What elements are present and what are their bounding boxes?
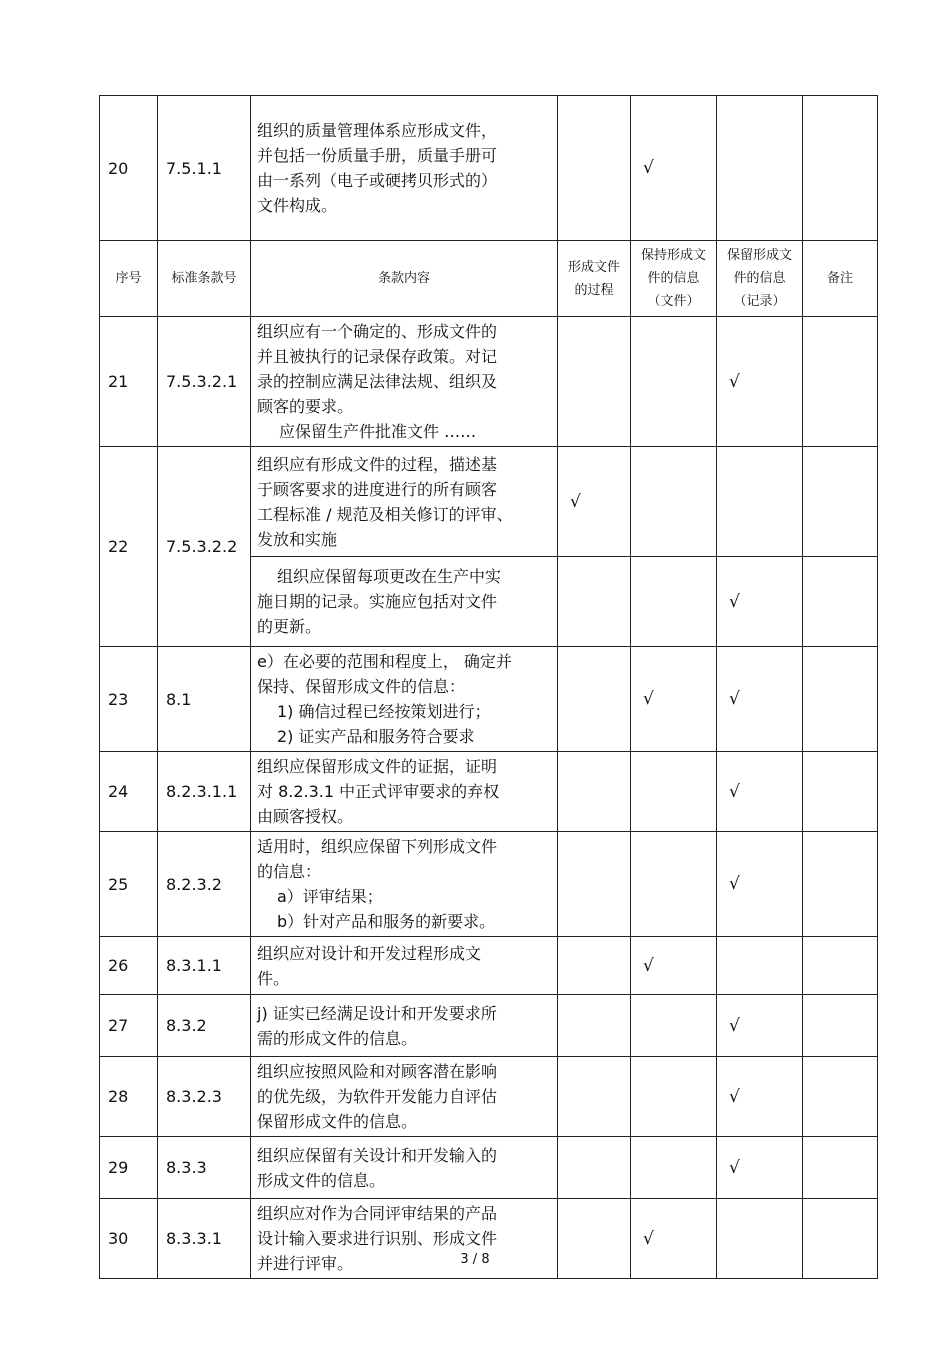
row-index: 22: [100, 447, 158, 647]
content-line: j) 证实已经满足设计和开发要求所: [257, 1003, 497, 1023]
table-row: [100, 317, 878, 447]
clause-content: [251, 447, 558, 557]
cell-process: [558, 647, 631, 752]
row-clause: 8.3.3: [158, 1137, 251, 1199]
check-mark: √: [729, 1015, 740, 1036]
content-list-item: b）针对产品和服务的新要求。: [277, 912, 496, 931]
content-list-item: 2) 证实产品和服务符合要求: [277, 727, 475, 746]
content-line: 的更新。: [257, 617, 322, 636]
header-content: 条款内容: [251, 241, 558, 317]
row-index: 26: [100, 937, 158, 995]
content-line: 的信息：: [257, 862, 322, 881]
row-clause: 8.3.2.3: [158, 1057, 251, 1137]
row-index: 20: [100, 96, 158, 241]
content-line: 组织应保留有关设计和开发输入的: [257, 1145, 498, 1165]
content-line: 保持、保留形成文件的信息：: [257, 677, 466, 696]
clause-content: [251, 96, 558, 241]
header-index: 序号: [100, 241, 158, 317]
clause-content: [251, 557, 558, 647]
cell-maintain: [631, 1137, 717, 1199]
content-line: 顾客的要求。: [257, 397, 354, 416]
cell-retain: [717, 995, 803, 1057]
content-line: 对 8.2.3.1 中正式评审要求的弃权: [257, 782, 500, 801]
table-row: [100, 647, 878, 752]
cell-remark: [803, 447, 878, 557]
clause-content: [251, 647, 558, 752]
check-mark: √: [729, 1157, 740, 1178]
clause-content: [251, 1057, 558, 1137]
table-row: [100, 1137, 878, 1199]
row-index: 30: [100, 1199, 158, 1279]
cell-process: [558, 96, 631, 241]
content-line: 并且被执行的记录保存政策。对记: [257, 347, 498, 366]
row-index: 28: [100, 1057, 158, 1137]
check-mark: √: [643, 955, 654, 976]
cell-process: [558, 937, 631, 995]
cell-remark: [803, 752, 878, 832]
row-clause: 8.3.1.1: [158, 937, 251, 995]
content-line: 发放和实施: [257, 529, 338, 549]
content-line: 组织应保留每项更改在生产中实: [277, 567, 502, 586]
cell-remark: [803, 937, 878, 995]
cell-retain: [717, 832, 803, 937]
row-index: 25: [100, 832, 158, 937]
table-row: [100, 832, 878, 937]
cell-process: [558, 447, 631, 557]
table-row: [100, 995, 878, 1057]
content-line: 组织应保留形成文件的证据，证明: [257, 757, 498, 776]
header-clause: 标准条款号: [158, 241, 251, 317]
row-clause: 8.3.2: [158, 995, 251, 1057]
cell-maintain: [631, 557, 717, 647]
clause-content: [251, 995, 558, 1057]
table-row: [100, 1057, 878, 1137]
cell-remark: [803, 317, 878, 447]
header-remark: 备注: [803, 241, 878, 317]
content-note: 应保留生产件批准文件 ……: [279, 422, 477, 441]
cell-remark: [803, 1137, 878, 1199]
content-line: 组织应对设计和开发过程形成文: [257, 943, 482, 963]
clause-table: [99, 95, 878, 1279]
clause-content: [251, 317, 558, 447]
content-line: e）在必要的范围和程度上， 确定并: [257, 652, 512, 671]
content-line: 录的控制应满足法律法规、组织及: [257, 372, 498, 391]
check-mark: √: [729, 371, 740, 392]
content-line: 件。: [257, 968, 290, 988]
cell-remark: [803, 647, 878, 752]
check-mark: √: [729, 874, 740, 894]
table-row: [100, 447, 878, 557]
row-clause: 8.2.3.2: [158, 832, 251, 937]
row-clause: 7.5.3.2.1: [158, 317, 251, 447]
content-list-item: 1) 确信过程已经按策划进行；: [277, 702, 491, 721]
check-mark: √: [643, 689, 654, 709]
clause-content: [251, 832, 558, 937]
cell-retain: [717, 1137, 803, 1199]
clause-content: [251, 1137, 558, 1199]
row-index: 23: [100, 647, 158, 752]
row-clause: 7.5.3.2.2: [158, 447, 251, 647]
row-index: 29: [100, 1137, 158, 1199]
check-mark: √: [729, 591, 740, 612]
cell-process: [558, 832, 631, 937]
content-line: 文件构成。: [257, 196, 338, 215]
content-line: 工程标准 / 规范及相关修订的评审、: [257, 504, 513, 524]
check-mark: √: [643, 1228, 654, 1249]
content-line: 组织应对作为合同评审结果的产品: [257, 1204, 498, 1223]
content-line: 适用时，组织应保留下列形成文件: [257, 837, 498, 856]
check-mark: √: [570, 491, 581, 512]
content-line: 需的形成文件的信息。: [257, 1028, 418, 1048]
page-number: 3 / 8: [460, 1252, 490, 1267]
cell-process: [558, 1057, 631, 1137]
cell-retain: [717, 557, 803, 647]
cell-maintain: [631, 1057, 717, 1137]
clause-content: [251, 937, 558, 995]
cell-maintain: [631, 647, 717, 752]
cell-process: [558, 752, 631, 832]
content-line: 组织应按照风险和对顾客潜在影响: [257, 1062, 498, 1081]
cell-process: [558, 1137, 631, 1199]
cell-process: [558, 995, 631, 1057]
cell-remark: [803, 96, 878, 241]
row-index: 21: [100, 317, 158, 447]
cell-remark: [803, 1057, 878, 1137]
table-row: [100, 96, 878, 241]
row-clause: 8.2.3.1.1: [158, 752, 251, 832]
header-process: 形成文件的过程: [558, 241, 631, 317]
cell-remark: [803, 832, 878, 937]
cell-retain: [717, 317, 803, 447]
cell-retain: [717, 937, 803, 995]
cell-retain: [717, 447, 803, 557]
cell-process: [558, 317, 631, 447]
row-index: 27: [100, 995, 158, 1057]
content-line: 并进行评审。: [257, 1254, 354, 1273]
cell-maintain: [631, 832, 717, 937]
row-clause: 8.3.3.1: [158, 1199, 251, 1279]
content-line: 组织应有形成文件的过程，描述基: [257, 454, 498, 474]
row-clause: 8.1: [158, 647, 251, 752]
header-maintain: 保持形成文件的信息（文件）: [631, 241, 717, 317]
cell-maintain: [631, 447, 717, 557]
content-line: 保留形成文件的信息。: [257, 1112, 418, 1131]
row-clause: 7.5.1.1: [158, 96, 251, 241]
table-row: [100, 937, 878, 995]
header-row: [100, 241, 878, 317]
check-mark: √: [643, 158, 654, 178]
cell-retain: [717, 647, 803, 752]
clause-content: [251, 752, 558, 832]
content-line: 由一系列（电子或硬拷贝形式的）: [257, 171, 498, 190]
content-list-item: a）评审结果；: [277, 887, 383, 906]
cell-maintain: [631, 995, 717, 1057]
cell-retain: [717, 752, 803, 832]
check-mark: √: [729, 1086, 740, 1107]
content-line: 于顾客要求的进度进行的所有顾客: [257, 479, 498, 499]
content-line: 组织应有一个确定的、形成文件的: [257, 322, 498, 341]
check-mark: √: [729, 781, 740, 802]
cell-process: [558, 557, 631, 647]
cell-maintain: [631, 96, 717, 241]
header-retain: 保留形成文件的信息（记录）: [717, 241, 803, 317]
content-line: 组织的质量管理体系应形成文件，: [257, 121, 498, 140]
cell-maintain: [631, 317, 717, 447]
cell-maintain: [631, 937, 717, 995]
cell-maintain: [631, 752, 717, 832]
content-line: 并包括一份质量手册，质量手册可: [257, 146, 498, 165]
content-line: 设计输入要求进行识别、形成文件: [257, 1229, 498, 1248]
content-line: 的优先级，为软件开发能力自评估: [257, 1087, 498, 1106]
cell-retain: [717, 1057, 803, 1137]
content-line: 形成文件的信息。: [257, 1170, 386, 1190]
table-row: [100, 752, 878, 832]
content-line: 施日期的记录。实施应包括对文件: [257, 592, 498, 611]
cell-remark: [803, 557, 878, 647]
cell-remark: [803, 995, 878, 1057]
content-line: 由顾客授权。: [257, 807, 354, 826]
cell-retain: [717, 96, 803, 241]
row-index: 24: [100, 752, 158, 832]
check-mark: √: [729, 689, 740, 709]
